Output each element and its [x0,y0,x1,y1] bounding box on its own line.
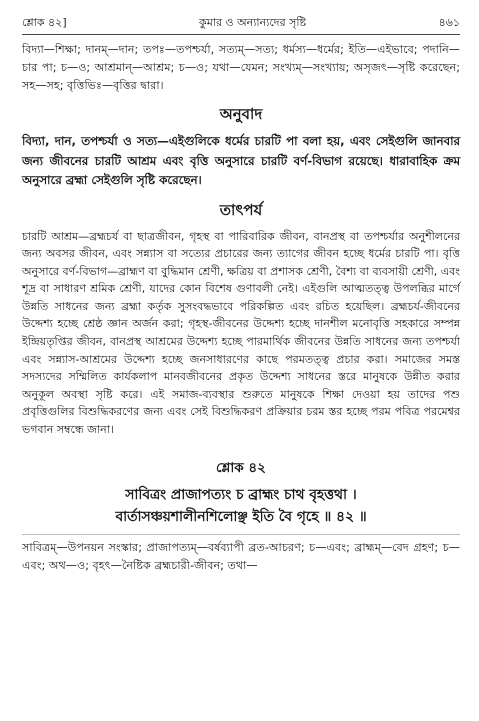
book-page [22,14,460,575]
synonyms-paragraph-2: সাবিত্রম্—উপনয়ন সংস্কার; প্রাজাপত্যম্—বর্ষব্যাপী ব্রত-আচরণ; চ—এবং; ব্রাহ্মম্—বেদ গ্রহণ; চ—এবং; অথ—ও; বৃহৎ—নৈষ্টিক ব্রহ্মচারী-জীবন; তথা— [22,534,460,575]
verse-line-1: সাবিত্রং প্রাজাপত্যং চ ব্রাহ্মং চাথ বৃহত্তথা । [125,486,357,503]
translation-paragraph: বিদ্যা, দান, তপশ্চর্যা ও সত্য—এইগুলিকে ধর্মের চারটি পা বলা হয়, এবং সেইগুলি জানবার জন্য জীবনের চারটি আশ্রম এবং বৃত্তি অনুসারে চারটি বর্ণ-বিভাগ রয়েছে। ধারাবাহিক ক্রম অনুসারে ব্রহ্মা সেইগুলি সৃষ্টি করেছেন। [22,134,460,187]
header-verse-ref: শ্লোক ৪২] [22,16,67,29]
running-header [22,14,460,35]
verse-label: শ্লোক ৪২ [216,459,266,476]
header-page-number: ৪৬১ [438,16,460,29]
purport-paragraph: চারটি আশ্রম—ব্রহ্মচর্য বা ছাত্রজীবন, গৃহস্থ বা পারিবারিক জীবন, বানপ্রস্থ বা তপশ্চর্যার অনুশীলনের জন্য অবসর জীবন, এবং সন্ন্যাস বা সত্যের প্রচারের জন্য ত্যাগের জীবন হচ্ছে ধর্মের চারটি পা। বৃত্তি অনুসারে বর্ণ-বিভাগ—ব্রাহ্মণ বা বুদ্ধিমান শ্রেণী, ক্ষত্রিয় বা প্রশাসক শ্রেণী, বৈশ্য বা ব্যবসায়ী শ্রেণী, এবং শূদ্র বা সাধারণ শ্রমিক শ্রেণী, যাদের কোন বিশেষ গুণাবলী নেই। এইগুলি আত্মতত্ত্ব উপলব্ধির মার্গে উন্নতি সাধনের জন্য ব্রহ্মা কর্তৃক সুসংবদ্ধভাবে পরিকল্পিত এবং রচিত হয়েছিল। ব্রহ্মচর্য-জীবনের উদ্দেশ্য হচ্ছে শ্রেষ্ঠ জ্ঞান অর্জন করা; গৃহস্থ-জীবনের উদ্দেশ্য হচ্ছে দানশীল মনোবৃত্তি সহকারে সম্পন্ন ইন্দ্রিয়তৃপ্তির জীবন, বানপ্রস্থ আশ্রমের উদ্দেশ্য হচ্ছে পারমার্থিক জীবনের উন্নতি সাধনের জন্য তপশ্চর্যা এবং সন্ন্যাস-আশ্রমের উদ্দেশ্য হচ্ছে জনসাধারণের কাছে পরমতত্ত্ব প্রচার করা। সমাজের সমস্ত সদস্যদের সম্মিলিত কার্যকলাপ মানবজীবনের প্রকৃত উদ্দেশ্য সাধনের স্তরে মানুষকে উন্নীত করার অনুকূল অবস্থা সৃষ্টি করে। এই সমাজ-ব্যবস্থার শুরুতে মানুষকে শিক্ষা দেওয়া হয় তাদের পশু প্রবৃত্তিগুলির বিশুদ্ধিকরণের জন্য এবং সেই বিশুদ্ধিকরণ প্রক্রিয়ার চরম স্তর হচ্ছে পরম পবিত্র পরমেশ্বর ভগবান সম্বন্ধে জানা। [22,229,460,437]
synonyms-paragraph: বিদ্যা—শিক্ষা; দানম্—দান; তপঃ—তপশ্চর্যা, সত্যম্—সত্য; ধর্মস্য—ধর্মের; ইতি—এইভাবে; পদানি—চার পা; চ—ও; আশ্রমান্—আশ্রম; চ—ও; যথা—যেমন; সংখ্যম্—সংখ্যায়; অসৃজৎ—সৃষ্টি করেছেন; সহ—সহ; বৃত্তিভিঃ—বৃত্তির দ্বারা। [22,43,460,92]
purport-heading: তাৎপর্য [219,200,263,219]
header-chapter-title: কুমার ও অন্যান্যদের সৃষ্টি [199,16,307,29]
translation-heading: অনুবাদ [219,105,263,123]
verse-line-2: বার্তাসঞ্চয়শালীনশিলোঞ্ছ ইতি বৈ গৃহে ॥ ৪২ ॥ [115,508,367,525]
